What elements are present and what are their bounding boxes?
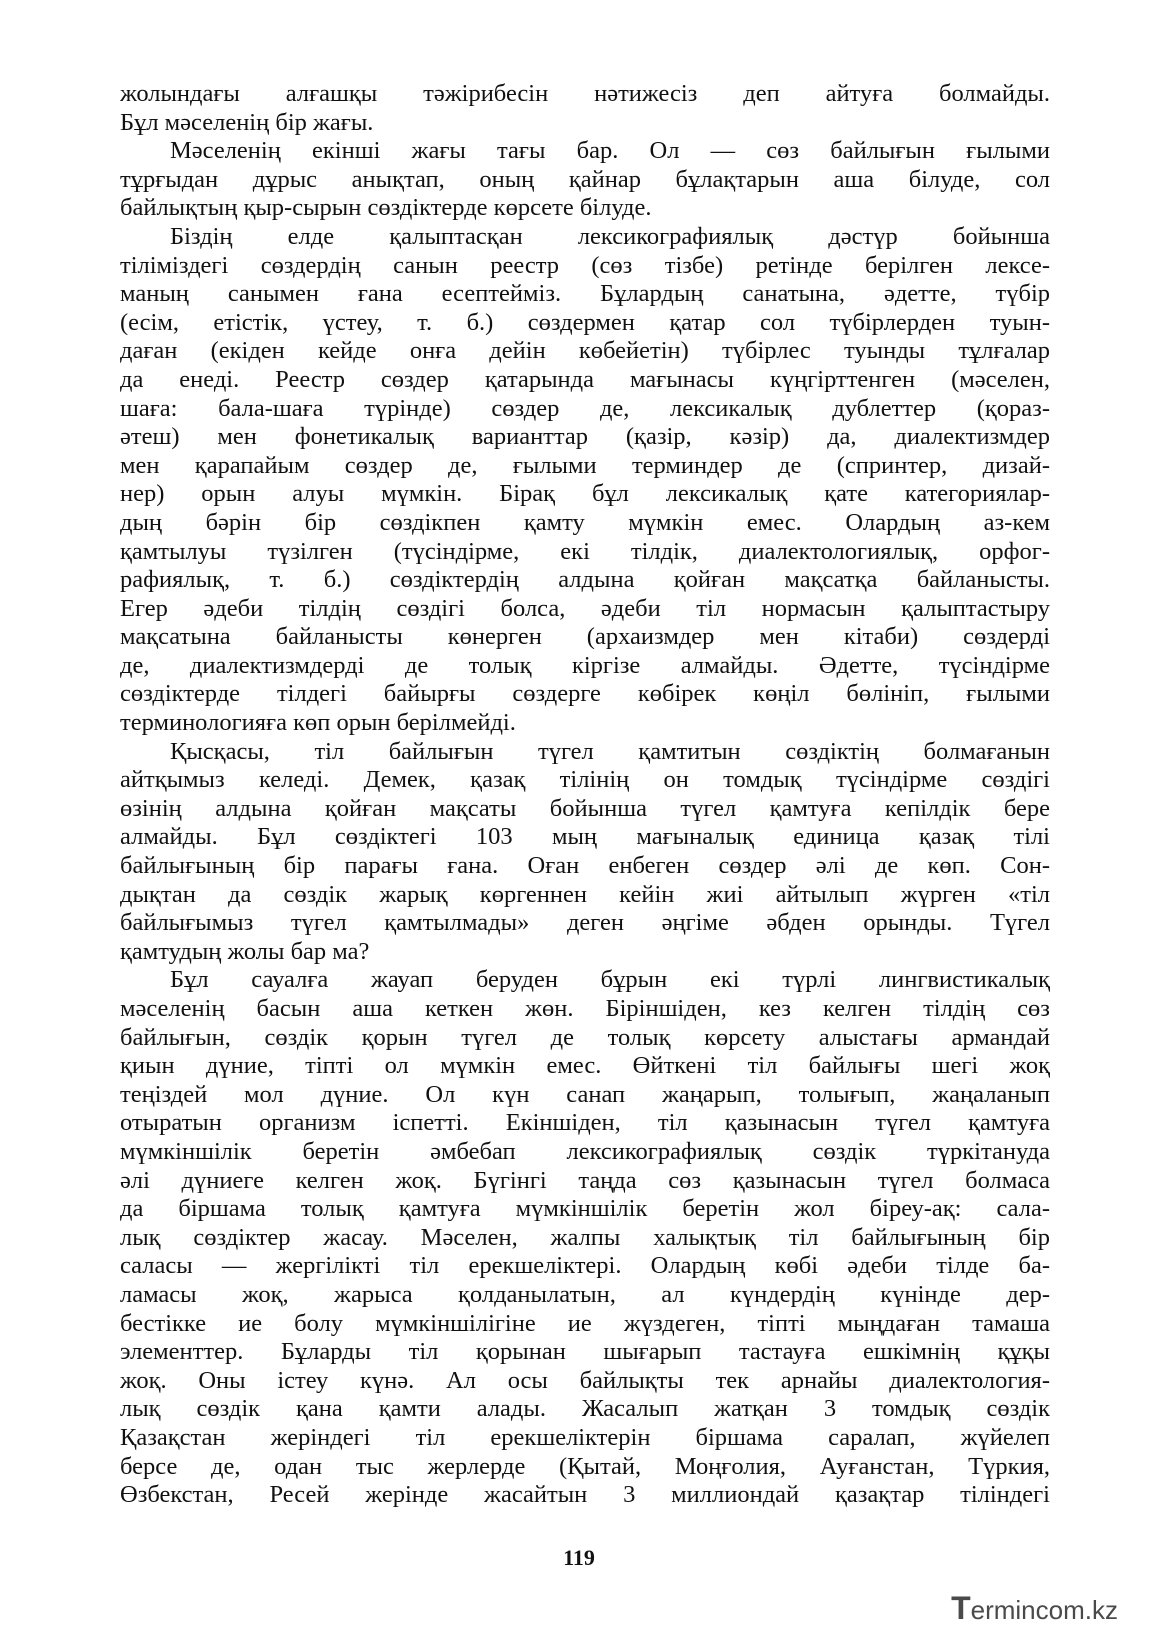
text-line: терминологияға көп орын берілмейді. [120, 709, 516, 737]
text-line: маның санымен ғана есептейміз. Бұлардың санатына, әдетте, түбір [120, 280, 1050, 308]
text-line: әлі дүниеге келген жоқ. Бүгінгі таңда сөз қазынасын түгел болмаса [120, 1166, 1050, 1194]
text-line: байлығымыз түгел қамтылмады» деген әңгіме әбден орынды. Түгел [120, 909, 1050, 937]
text-line: Қазақстан жеріндегі тіл ерекшеліктерін біршама саралап, жүйелеп [120, 1423, 1050, 1451]
watermark-tail: m.kz [1063, 1595, 1118, 1625]
text-line: рафиялық, т. б.) сөздіктердің алдына қойған мақсатқа байланысты. [120, 566, 1050, 594]
text-line: теңіздей мол дүние. Ол күн санап жаңарып, толығып, жаңаланып [120, 1080, 1050, 1108]
text-line: да біршама толық қамтуға мүмкіншілік беретін жол біреу-ақ: сала- [120, 1195, 1050, 1223]
text-line: мәселенің басын аша кеткен жөн. Біріншіден, кез келген тілдің сөз [120, 995, 1050, 1022]
text-line: жолындағы алғашқы тәжірибесін нәтижесіз деп айтуға болмайды. [120, 80, 1050, 107]
text-line: әтеш) мен фонетикалық варианттар (қазір, кәзір) да, диалектизмдер [120, 423, 1050, 451]
text-line: мен қарапайым сөздер де, ғылыми терминдер де (спринтер, дизай- [120, 451, 1050, 479]
text-line: берсе де, одан тыс жерлерде (Қытай, Моңғолия, Ауғанстан, Түркия, [120, 1452, 1050, 1480]
text-line: лық сөздіктер жасау. Мәселен, жалпы халықтық тіл байлығының бір [120, 1223, 1050, 1251]
page-body [120, 80, 1050, 1510]
text-line: отыратын организм іспетті. Екіншіден, тіл қазынасын түгел қамтуға [120, 1109, 1050, 1137]
text-line: саласы — жергілікті тіл ерекшеліктері. Олардың көбі әдеби тілде ба- [120, 1252, 1050, 1280]
text-line: қиын дүние, тіпті ол мүмкін емес. Өйткені тіл байлығы шегі жоқ [120, 1052, 1050, 1080]
text-line: байлығын, сөздік қорын түгел де толық көрсету алыстағы армандай [120, 1023, 1050, 1051]
text-line: қамтудың жолы бар ма? [120, 937, 370, 965]
text-line: даған (екіден кейде онға дейін көбейетін) түбірлес туынды тұлғалар [120, 337, 1050, 365]
watermark-o: o [1048, 1595, 1064, 1625]
watermark-initial: T [951, 1590, 971, 1626]
text-line: бестікке ие болу мүмкіншілігіне ие жүздеген, тіпті мыңдаған тамаша [120, 1309, 1050, 1337]
page-number: 119 [563, 1545, 595, 1570]
text-line: лық сөздік қана қамти алады. Жасалып жатқан 3 томдық сөздік [120, 1395, 1050, 1423]
text-line: Егер әдеби тілдің сөздігі болса, әдеби тіл нормасын қалыптастыру [120, 594, 1050, 622]
text-line: Бұл сауалға жауап беруден бұрын екі түрлі лингвистикалық [170, 966, 1050, 994]
text-line: байлығының бір парағы ғана. Оған енбеген сөздер әлі де көп. Сон- [120, 852, 1050, 880]
text-line: алмайды. Бұл сөздіктегі 103 мың мағыналық единица қазақ тілі [120, 823, 1050, 851]
text-line: шаға: бала-шаға түрінде) сөздер де, лексикалық дублеттер (қораз- [120, 394, 1050, 422]
text-line: Өзбекстан, Ресей жерінде жасайтын 3 миллиондай қазақтар тіліндегі [120, 1481, 1050, 1509]
text-line: дың бәрін бір сөздікпен қамту мүмкін емес. Олардың аз-кем [120, 508, 1050, 536]
text-line: өзінің алдына қойған мақсаты бойынша түгел қамтуға кепілдік бере [120, 794, 1050, 822]
text-line: (есім, етістік, үстеу, т. б.) сөздермен қатар сол түбірлерден туын- [120, 308, 1050, 336]
text-line: қамтылуы түзілген (түсіндірме, екі тілдік, диалектологиялық, орфог- [120, 537, 1050, 565]
text-line: мүмкіншілік беретін әмбебап лексикографиялық сөздік түркітануда [120, 1137, 1050, 1165]
watermark-text: erminc [970, 1595, 1049, 1625]
text-line: сөздіктерде тілдегі байырғы сөздерге көбірек көңіл бөлініп, ғылыми [120, 680, 1050, 708]
text-line: Мәселенің екінші жағы тағы бар. Ол — сөз байлығын ғылыми [170, 137, 1050, 165]
text-line: Бұл мәселенің бір жағы. [120, 108, 374, 136]
watermark-logo [951, 1590, 1118, 1627]
text-line: элементтер. Бұларды тіл қорынан шығарып тастауға ешкімнің құқы [120, 1338, 1050, 1366]
text-line: дықтан да сөздік жарық көргеннен кейін жиі айтылып жүрген «тіл [120, 880, 1050, 908]
text-line: нер) орын алуы мүмкін. Бірақ бұл лексикалық қате категориялар- [120, 480, 1050, 508]
text-line: Қысқасы, тіл байлығын түгел қамтитын сөздіктің болмағанын [170, 737, 1050, 765]
text-line: тұрғыдан дұрыс анықтап, оның қайнар бұлақтарын аша білуде, сол [120, 165, 1050, 193]
text-line: мақсатына байланысты көнерген (архаизмдер мен кітаби) сөздерді [120, 623, 1050, 651]
text-line: Біздің елде қалыптасқан лексикографиялық дәстүр бойынша [170, 222, 1050, 250]
text-line: жоқ. Оны істеу күнә. Ал осы байлықты тек арнайы диалектология- [120, 1366, 1050, 1394]
text-line: тіліміздегі сөздердің санын реестр (сөз тізбе) ретінде берілген лексе- [120, 251, 1050, 279]
text-line: де, диалектизмдерді де толық кіргізе алмайды. Әдетте, түсіндірме [120, 651, 1050, 679]
text-line: ламасы жоқ, жарыса қолданылатын, ал күндердің күнінде дер- [120, 1280, 1050, 1308]
text-line: айтқымыз келеді. Демек, қазақ тілінің он томдық түсіндірме сөздігі [120, 766, 1050, 794]
text-line: байлықтың қыр-сырын сөздіктерде көрсете білуде. [120, 194, 652, 222]
text-line: да енеді. Реестр сөздер қатарында мағынасы күңгірттенген (мәселен, [120, 365, 1050, 393]
